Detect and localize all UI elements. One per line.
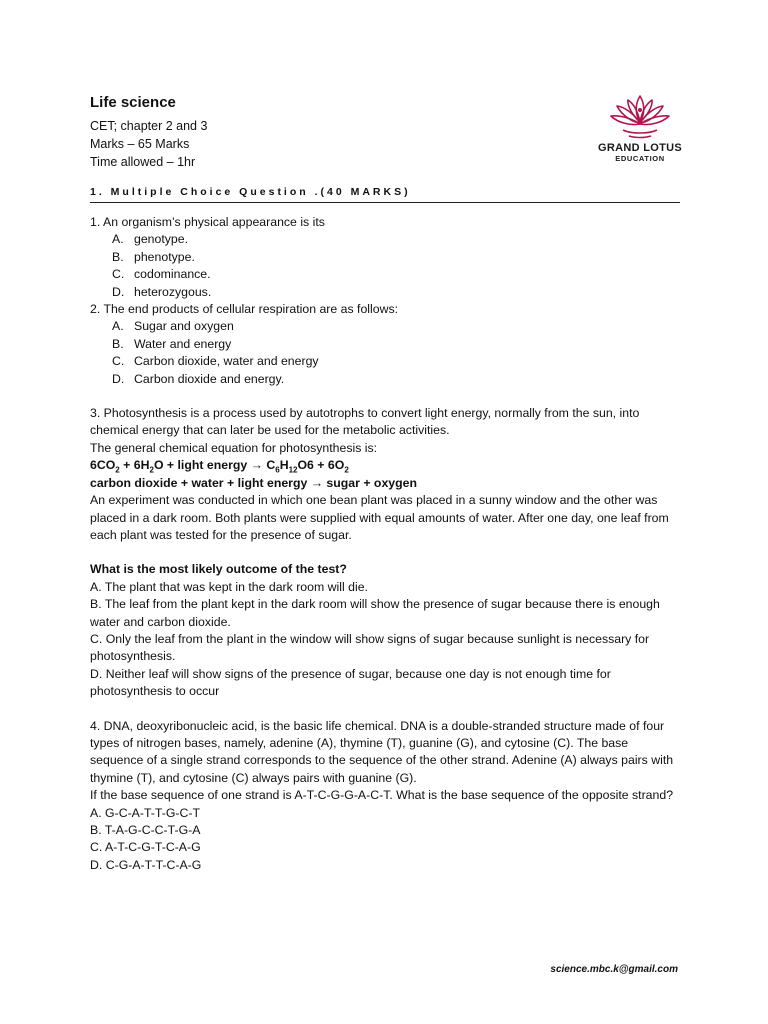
logo-brand-text: GRAND LOTUS (598, 142, 682, 154)
question-3-intro: 3. Photosynthesis is a process used by autotrophs to convert light energy, normally from the sun, into chemical energy that can later be used for the metabolic activities. (90, 406, 640, 438)
question-1-options (90, 231, 682, 301)
question-4-option-c: C. A-T-C-G-T-C-A-G (90, 840, 201, 855)
option: D. Carbon dioxide and energy. (112, 371, 285, 386)
footer-email: science.mbc.k@gmail.com (550, 964, 678, 975)
question-2-stem: 2. The end products of cellular respiration are as follows: (90, 302, 399, 317)
grand-lotus-logo (592, 92, 688, 163)
lotus-icon (605, 92, 675, 140)
option: A. genotype. (112, 232, 189, 247)
question-4-option-d: D. C-G-A-T-T-C-A-G (90, 857, 202, 872)
option: C. Carbon dioxide, water and energy (112, 354, 319, 369)
question-3-option-c: C. Only the leaf from the plant in the window will show signs of sugar because sunlight is necessary for photosynthesis. (90, 631, 650, 664)
time-info: Time allowed – 1hr (90, 155, 196, 169)
question-4-prompt: If the base sequence of one strand is A-T-C-G-G-A-C-T. What is the base sequence of the opposite strand? (90, 788, 674, 803)
experiment-description: An experiment was conducted in which one bean plant was placed in a sunny window and the other was placed in a dark room. Both plants were supplied with equal amounts of water. After one day, one leaf from each plant was tested for the presence of sugar. (90, 493, 669, 542)
question-4-option-b: B. T-A-G-C-C-T-G-A (90, 823, 201, 837)
question-3-option-d: D. Neither leaf will show signs of the presence of sugar, because one day is not enough time for photosynthesis to occur (90, 666, 611, 699)
logo-sub-text: EDUCATION (615, 154, 665, 163)
question-2-options (90, 318, 682, 388)
equation-label: The general chemical equation for photosynthesis is: (90, 440, 378, 455)
spacer (90, 388, 682, 405)
document-title: Life science (90, 94, 176, 111)
word-equation: carbon dioxide + water + light energy → sugar + oxygen (90, 475, 417, 490)
chemical-equation: $6CO_2 + 6H_2O$ + light energy → $C_6H_{12}O6 + 6O_2$ (90, 458, 349, 475)
question-4-option-a: A. G-C-A-T-T-G-C-T (90, 805, 200, 820)
marks-info: Marks – 65 Marks (90, 137, 190, 151)
question-3-option-b: B. The leaf from the plant kept in the dark room will show the presence of sugar because there is enough water and carbon dioxide. (90, 597, 660, 629)
option: C. codominance. (112, 267, 211, 282)
section-heading: 1. Multiple Choice Question .(40 MARKS) (90, 186, 680, 203)
option: B. Water and energy (112, 336, 232, 351)
question-3-option-a: A. The plant that was kept in the dark room will die. (90, 579, 368, 594)
option: B. phenotype. (112, 249, 195, 264)
spacer (90, 701, 682, 718)
option: A. Sugar and oxygen (112, 319, 234, 334)
question-3-prompt: What is the most likely outcome of the test? (90, 562, 347, 577)
question-1-stem: 1. An organism’s physical appearance is its (90, 215, 325, 229)
subtitle: CET; chapter 2 and 3 (90, 119, 208, 133)
document-body (90, 214, 682, 874)
question-4-intro: 4. DNA, deoxyribonucleic acid, is the basic life chemical. DNA is a double-stranded structure made of four types of nitrogen bases, namely, adenine (A), thymine (T), guanine (G), and cytosine (C). The base sequence of a single strand corresponds to the sequence of the other strand. Adenine (A) always pairs with thymine (T), and cytosine (C) always pairs with guanine (G). (90, 718, 674, 785)
spacer (90, 544, 682, 561)
option: D. heterozygous. (112, 284, 212, 299)
